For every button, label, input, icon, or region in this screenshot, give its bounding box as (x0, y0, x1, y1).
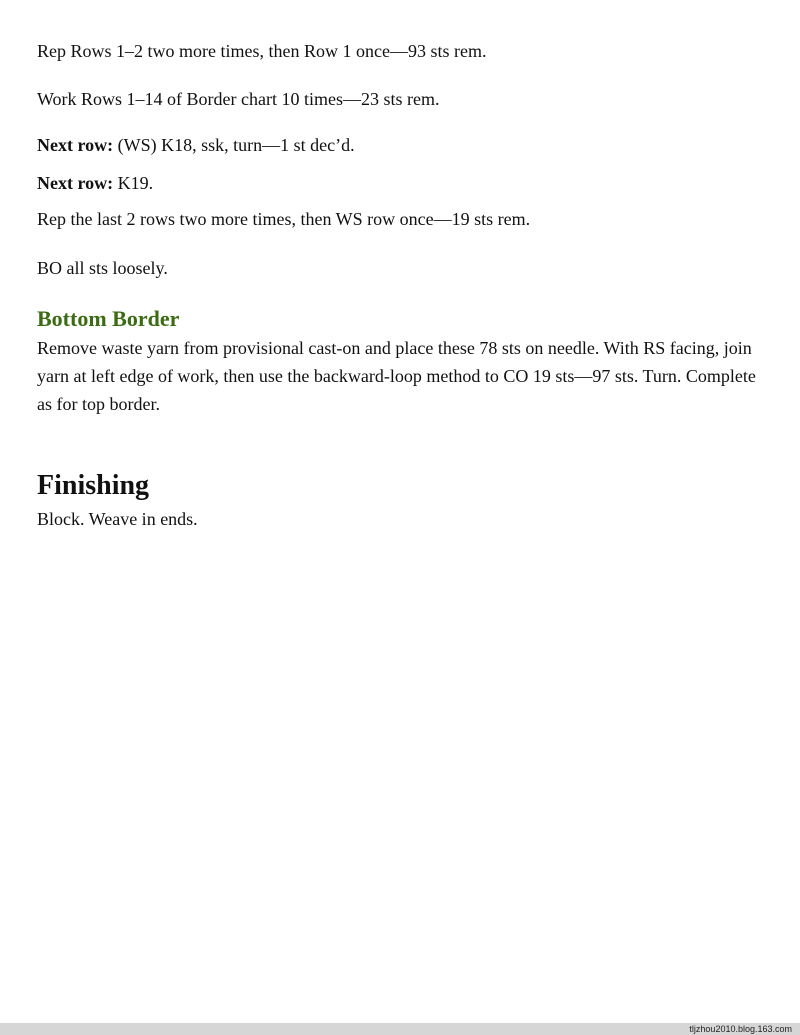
finishing-heading: Finishing (37, 470, 150, 501)
watermark-text: tljzhou2010.blog.163.com (689, 1024, 792, 1034)
bottom-border-text: Remove waste yarn from provisional cast-on and place these 78 sts on needle. With RS facing, join yarn at left edge of work, then use the backward-loop method to CO 19 sts—97 sts. Turn. Complete as for top border. (37, 338, 756, 414)
instruction-bind-off: BO all sts loosely. (37, 258, 168, 278)
next-row-label: Next row: (37, 173, 114, 193)
instruction-next-row-k19 (37, 169, 153, 197)
bottom-border-heading: Bottom Border (37, 306, 180, 331)
instruction-border-chart: Work Rows 1–14 of Border chart 10 times—23 sts rem. (37, 89, 440, 109)
instruction-rep-rows: Rep Rows 1–2 two more times, then Row 1 once—93 sts rem. (37, 41, 487, 61)
instruction-rep-last-rows: Rep the last 2 rows two more times, then WS row once—19 sts rem. (37, 209, 531, 229)
next-row-text: (WS) K18, ssk, turn—1 st dec’d. (113, 135, 355, 155)
instruction-next-row-ws (37, 131, 355, 159)
finishing-text: Block. Weave in ends. (37, 509, 198, 529)
next-row-text: K19. (113, 173, 154, 193)
watermark-bar (0, 1023, 800, 1035)
next-row-label: Next row: (37, 135, 114, 155)
